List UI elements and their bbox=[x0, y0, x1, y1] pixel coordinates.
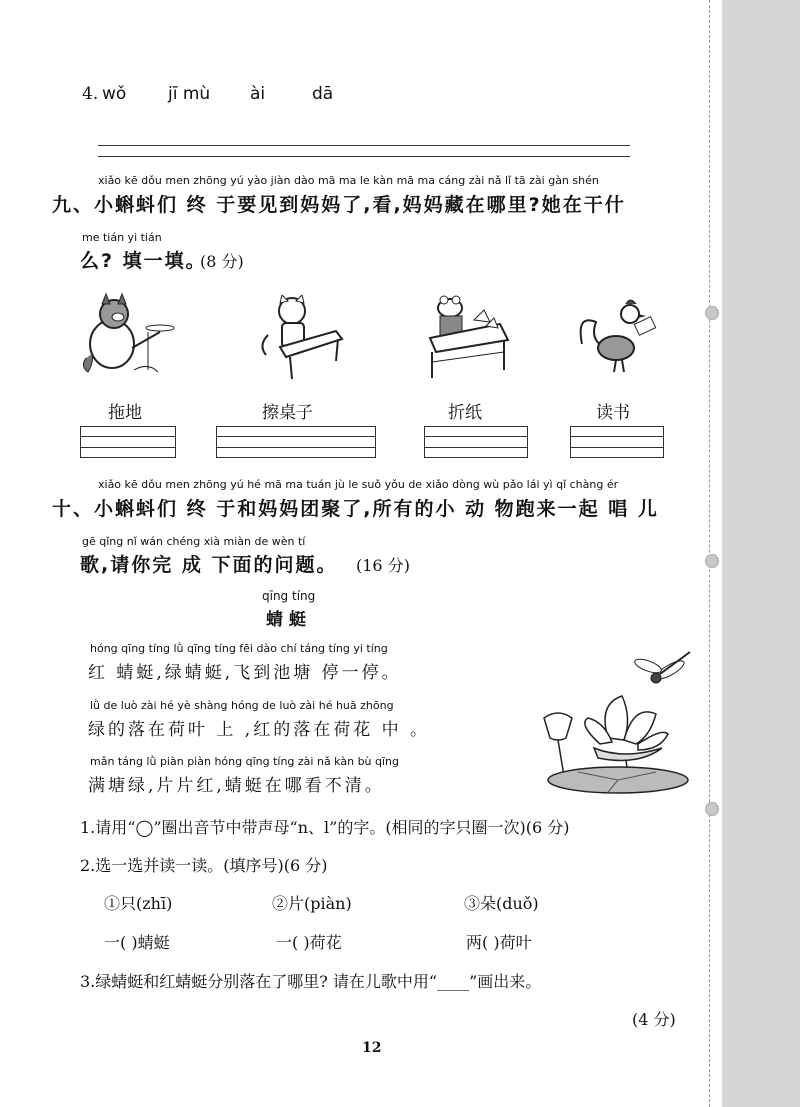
poem-line-1-pinyin: hóng qīng tíng lǜ qīng tíng fēi dào chí táng tíng yi tíng bbox=[90, 642, 388, 655]
question-1: 1.请用“◯”圈出音节中带声母“n、l”的字。(相同的字只圈一次)(6 分) bbox=[80, 818, 570, 837]
question-3: 3.绿蜻蜓和红蜻蜓分别落在了哪里? 请在儿歌中用“____”画出来。 bbox=[80, 972, 542, 991]
question-3-score: (4 分) bbox=[632, 1010, 676, 1029]
q4-answer-line-2[interactable] bbox=[98, 156, 630, 157]
activity-label-wipe-table: 擦桌子 bbox=[262, 403, 313, 423]
frog-folding-paper-image bbox=[424, 290, 514, 380]
binding-hole-1 bbox=[705, 306, 719, 320]
binding-hole-3 bbox=[705, 802, 719, 816]
poem-title-pinyin: qīng tíng bbox=[262, 589, 316, 603]
q4-pinyin-3: ài bbox=[250, 84, 266, 104]
sec9-text-line-2: 么? 填一填。 bbox=[80, 250, 207, 272]
q4-number: 4. bbox=[82, 84, 99, 104]
poem-line-3: 满塘绿,片片红,蜻蜓在哪看不清。 bbox=[88, 776, 385, 796]
sec9-pinyin-line-1: xiǎo kē dǒu men zhōng yú yào jiàn dào mā ma le kàn mā ma cáng zài nǎ lǐ tā zài gàn shén bbox=[98, 174, 599, 187]
sec9-pinyin-line-2: me tián yi tián bbox=[82, 231, 162, 244]
question-2: 2.选一选并读一读。(填序号)(6 分) bbox=[80, 856, 328, 875]
page-margin-strip bbox=[722, 0, 800, 1107]
poem-line-3-pinyin: mǎn táng lǜ piàn piàn hóng qīng tíng zài nǎ kàn bù qīng bbox=[90, 755, 400, 768]
poem-line-2-pinyin: lǜ de luò zài hé yè shàng hóng de luò zài hé huā zhōng bbox=[90, 699, 394, 712]
poem-line-1: 红 蜻蜓,绿蜻蜓,飞到池塘 停一停。 bbox=[88, 663, 402, 683]
q4-pinyin-1: wǒ bbox=[102, 84, 127, 104]
fill-blank-dragonfly[interactable]: 一( )蜻蜓 bbox=[104, 933, 170, 952]
sec10-pinyin-line-1: xiǎo kē dǒu men zhōng yú hé mā ma tuán jù le suǒ yǒu de xiǎo dòng wù pǎo lái yì qǐ chàng ér bbox=[98, 478, 619, 491]
binding-hole-2 bbox=[705, 554, 719, 568]
pinyin-grid-read[interactable] bbox=[570, 426, 664, 458]
option-pian: ②片(piàn) bbox=[272, 894, 352, 913]
activity-label-read: 读书 bbox=[596, 403, 630, 423]
rooster-reading-image bbox=[576, 294, 662, 374]
q4-pinyin-4: dā bbox=[312, 84, 334, 104]
sec10-text-line-2: 歌,请你完 成 下面的问题。 bbox=[80, 554, 338, 576]
raccoon-mopping-image bbox=[78, 292, 178, 378]
sec9-score: (8 分) bbox=[200, 252, 244, 271]
option-duo: ③朵(duǒ) bbox=[464, 894, 539, 913]
fill-blank-lotus-leaf[interactable]: 两( )荷叶 bbox=[466, 933, 532, 952]
sec10-score: (16 分) bbox=[356, 556, 410, 575]
sec10-pinyin-line-2: gē qǐng nǐ wán chéng xià miàn de wèn tí bbox=[82, 535, 306, 548]
sec10-text-line-1: 十、小蝌蚪们 终 于和妈妈团聚了,所有的小 动 物跑来一起 唱 儿 bbox=[52, 498, 659, 520]
poem-line-2: 绿的落在荷叶 上 ,红的落在荷花 中 。 bbox=[88, 720, 431, 740]
poem-title: 蜻 蜓 bbox=[266, 610, 306, 630]
pinyin-grid-wipe-table[interactable] bbox=[216, 426, 376, 458]
pinyin-grid-mop[interactable] bbox=[80, 426, 176, 458]
sec9-text-line-1: 九、小蝌蚪们 终 于要见到妈妈了,看,妈妈藏在哪里?她在干什 bbox=[52, 194, 626, 216]
q4-answer-line-1[interactable] bbox=[98, 145, 630, 146]
activity-label-mop: 拖地 bbox=[108, 403, 142, 423]
cat-wiping-table-image bbox=[258, 295, 348, 381]
option-zhi: ①只(zhī) bbox=[104, 894, 173, 913]
q4-pinyin-2: jī mù bbox=[168, 84, 211, 104]
activity-label-fold-paper: 折纸 bbox=[448, 403, 482, 423]
lotus-dragonfly-image bbox=[538, 648, 718, 796]
page-number: 12 bbox=[362, 1040, 382, 1056]
pinyin-grid-fold-paper[interactable] bbox=[424, 426, 528, 458]
fill-blank-lotus-flower[interactable]: 一( )荷花 bbox=[276, 933, 342, 952]
